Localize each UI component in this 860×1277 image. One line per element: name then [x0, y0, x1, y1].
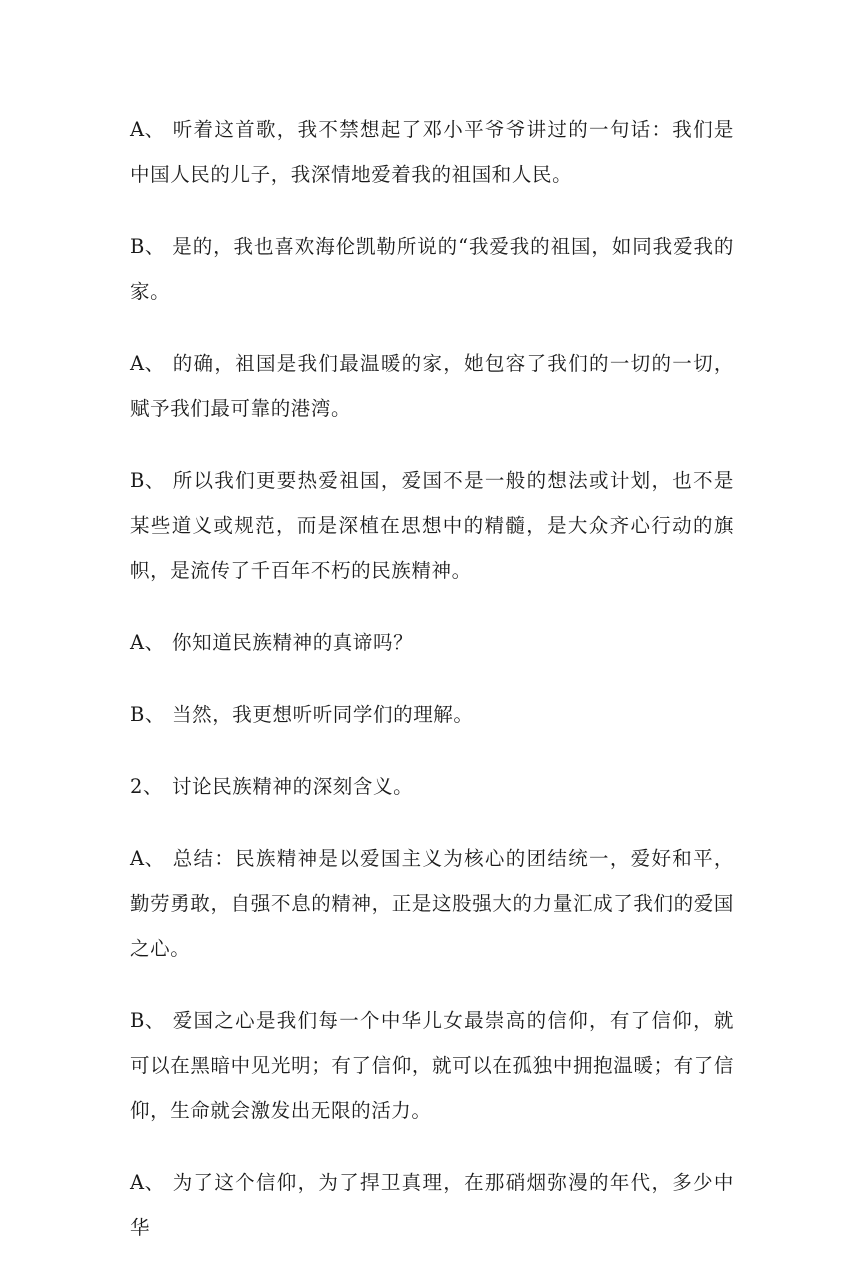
paragraph-marker: A、 [130, 352, 165, 375]
paragraph-marker: A、 [130, 118, 165, 141]
paragraph-text: 爱国之心是我们每一个中华儿女最崇高的信仰，有了信仰，就可以在黑暗中见光明；有了信仰，就可以在孤独中拥抱温暖；有了信仰，生命就会激发出无限的活力。 [130, 1009, 734, 1122]
paragraph [130, 764, 734, 809]
document-body [130, 107, 734, 1277]
paragraph-text: 讨论民族精神的深刻含义。 [172, 775, 414, 798]
paragraph-text: 总结：民族精神是以爱国主义为核心的团结统一，爱好和平，勤劳勇敢，自强不息的精神，正是这股强大的力量汇成了我们的爱国之心。 [130, 847, 734, 960]
paragraph [130, 224, 734, 314]
paragraph-marker: A、 [130, 1171, 165, 1194]
paragraph-marker: B、 [130, 1009, 166, 1032]
paragraph [130, 1160, 734, 1250]
paragraph [130, 620, 734, 665]
paragraph [130, 341, 734, 431]
paragraph-text: 为了这个信仰，为了捍卫真理，在那硝烟弥漫的年代，多少中华 [130, 1171, 734, 1239]
paragraph-marker: B、 [130, 235, 166, 258]
paragraph-marker: A、 [130, 847, 165, 870]
paragraph [130, 458, 734, 593]
paragraph-text: 听着这首歌，我不禁想起了邓小平爷爷讲过的一句话：我们是中国人民的儿子，我深情地爱着我的祖国和人民。 [130, 118, 734, 186]
paragraph [130, 998, 734, 1133]
paragraph-text: 的确，祖国是我们最温暖的家，她包容了我们的一切的一切，赋予我们最可靠的港湾。 [130, 352, 734, 420]
paragraph [130, 836, 734, 971]
paragraph-text: 是的，我也喜欢海伦凯勒所说的“我爱我的祖国，如同我爱我的家。 [130, 235, 734, 303]
paragraph-text: 当然，我更想听听同学们的理解。 [172, 703, 474, 726]
paragraph-text: 你知道民族精神的真谛吗？ [172, 631, 414, 654]
paragraph [130, 692, 734, 737]
paragraph-marker: B、 [130, 703, 166, 726]
paragraph-marker: A、 [130, 631, 165, 654]
paragraph-marker: 2、 [130, 775, 164, 798]
paragraph [130, 107, 734, 197]
paragraph-marker: B、 [130, 469, 166, 492]
paragraph-text: 所以我们更要热爱祖国，爱国不是一般的想法或计划，也不是某些道义或规范，而是深植在思想中的精髓，是大众齐心行动的旗帜，是流传了千百年不朽的民族精神。 [130, 469, 734, 582]
